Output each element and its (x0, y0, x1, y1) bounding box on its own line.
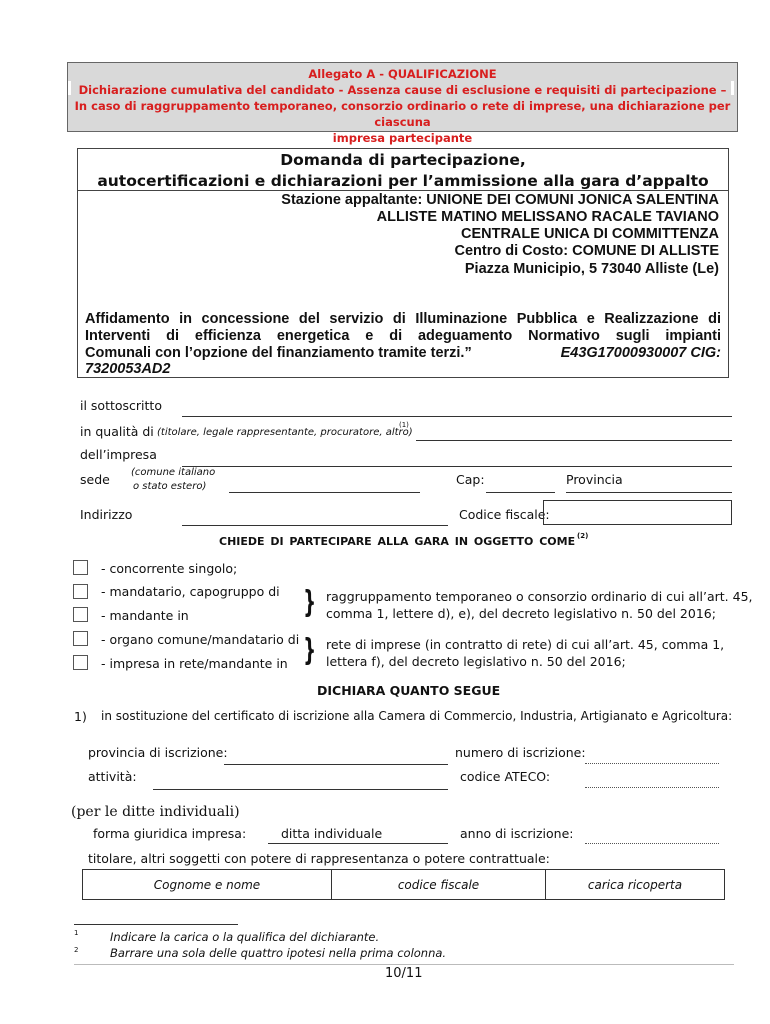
label-anno-iscrizione: anno di iscrizione: (460, 826, 574, 841)
stazione-line-5: Piazza Municipio, 5 73040 Alliste (Le) (464, 261, 719, 277)
header-line-1: Allegato A - QUALIFICAZIONE (308, 67, 497, 81)
domanda-divider (78, 190, 728, 191)
field-codice-ateco[interactable] (585, 787, 719, 788)
field-sede[interactable] (229, 492, 420, 493)
field-codice-fiscale[interactable] (543, 500, 732, 525)
label-numero-iscrizione: numero di iscrizione: (455, 745, 586, 760)
option-mandante: - mandante in (101, 608, 189, 623)
checkbox-organo-comune[interactable] (73, 631, 88, 646)
domanda-box (77, 148, 729, 378)
label-cap: Cap: (456, 472, 485, 487)
item-number-1: 1) (74, 709, 87, 724)
label-sottoscritto: il sottoscritto (80, 398, 162, 413)
column-codice-fiscale: codice fiscale (332, 870, 546, 900)
item-text-1: in sostituzione del certificato di iscrizione alla Camera di Commercio, Industria, Artigianato e Agricoltura: (101, 709, 733, 723)
header-line-2: Dichiarazione cumulativa del candidato - Assenza cause di esclusione e requisiti di partecipazione – (78, 83, 727, 97)
label-provincia: Provincia (566, 472, 623, 487)
qualita-hint: (titolare, legale rappresentante, procuratore, altro) (157, 427, 413, 438)
label-qualita: in qualità di (80, 424, 154, 439)
label-impresa: dell’impresa (80, 447, 157, 462)
field-sottoscritto[interactable] (182, 416, 732, 417)
affidamento-cig: 7320053AD2 (85, 361, 171, 377)
header-line-3: In caso di raggruppamento temporaneo, consorzio ordinario o rete di imprese, una dichiarazione per ciascuna (74, 99, 731, 129)
footnote-ref-2: (2) (577, 532, 589, 540)
page-footer-rule (74, 964, 734, 965)
label-attivita: attività: (88, 769, 137, 784)
sede-hint-2: o stato estero) (133, 481, 207, 492)
affidamento-text: Comunali con l’opzione del finanziamento tramite terzi.” (85, 345, 472, 361)
affidamento-line-2: Interventi di efficienza energetica e di adeguamento Normativo sugli impianti (85, 328, 721, 344)
rete-line-2: lettera f), del decreto legislativo n. 50 del 2016; (326, 654, 626, 669)
header-left-mark (68, 81, 71, 95)
stazione-line-2: ALLISTE MATINO MELISSANO RACALE TAVIANO (376, 209, 719, 225)
field-qualita[interactable] (416, 440, 732, 441)
footnote-text-1: Indicare la carica o la qualifica del dichiarante. (110, 930, 380, 944)
affidamento-line-1: Affidamento in concessione del servizio di Illuminazione Pubblica e Realizzazione di (85, 311, 721, 327)
checkbox-concorrente-singolo[interactable] (73, 560, 88, 575)
option-concorrente-singolo: - concorrente singolo; (101, 561, 238, 576)
checkbox-mandante[interactable] (73, 607, 88, 622)
field-impresa[interactable] (182, 466, 732, 467)
field-numero-iscrizione[interactable] (585, 763, 719, 764)
value-forma-giuridica: ditta individuale (281, 826, 383, 841)
label-forma-giuridica: forma giuridica impresa: (93, 826, 247, 841)
domanda-title-1: Domanda di partecipazione, (280, 151, 526, 169)
field-forma-giuridica[interactable] (268, 843, 448, 844)
option-organo-comune: - organo comune/mandatario di (101, 632, 300, 647)
titolare-table (82, 869, 725, 900)
label-indirizzo: Indirizzo (80, 507, 133, 522)
rete-line-1: rete di imprese (in contratto di rete) di cui all’art. 45, comma 1, (326, 637, 725, 652)
affidamento-line-3 (85, 345, 721, 361)
field-indirizzo[interactable] (182, 525, 448, 526)
checkbox-impresa-in-rete[interactable] (73, 655, 88, 670)
brace-raggruppamento: } (303, 585, 317, 620)
field-attivita[interactable] (153, 789, 448, 790)
sede-hint-1: (comune italiano (131, 467, 216, 478)
footnote-separator (74, 924, 238, 925)
raggruppamento-line-1: raggruppamento temporaneo o consorzio ordinario di cui all’art. 45, (326, 589, 753, 604)
label-sede: sede (80, 472, 110, 487)
option-mandatario: - mandatario, capogruppo di (101, 584, 280, 599)
brace-rete: } (303, 633, 317, 668)
domanda-title-2: autocertificazioni e dichiarazioni per l’ammissione alla gara d’appalto (97, 172, 709, 190)
page-number: 10/11 (385, 966, 423, 981)
field-anno-iscrizione[interactable] (585, 843, 719, 844)
field-provincia-iscrizione[interactable] (224, 764, 448, 765)
header-right-mark (731, 81, 734, 95)
table-row (83, 870, 725, 900)
option-impresa-in-rete: - impresa in rete/mandante in (101, 656, 288, 671)
chiede-heading: CHIEDE DI PARTECIPARE ALLA GARA IN OGGETTO COME (219, 535, 576, 548)
header-box (67, 62, 738, 145)
dichiara-heading: DICHIARA QUANTO SEGUE (317, 683, 501, 698)
ditte-individuali-heading: (per le ditte individuali) (71, 804, 240, 820)
checkbox-mandatario[interactable] (73, 584, 88, 599)
label-provincia-iscrizione: provincia di iscrizione: (88, 745, 228, 760)
footnote-number-2: 2 (74, 946, 79, 954)
stazione-line-3: CENTRALE UNICA DI COMMITTENZA (460, 226, 719, 242)
header-line-4: impresa partecipante (332, 131, 473, 145)
footnote-text-2: Barrare una sola delle quattro ipotesi nella prima colonna. (110, 946, 447, 960)
rete-text (326, 636, 724, 670)
footnote-ref-1: (1) (399, 421, 409, 429)
raggruppamento-text (326, 588, 753, 622)
stazione-line-4: Centro di Costo: COMUNE DI ALLISTE (454, 243, 719, 259)
affidamento-code: E43G17000930007 CIG: (560, 345, 721, 361)
label-codice-ateco: codice ATECO: (460, 769, 551, 784)
column-cognome-nome: Cognome e nome (83, 870, 332, 900)
label-titolare: titolare, altri soggetti con potere di rappresentanza o potere contrattuale: (88, 851, 550, 866)
raggruppamento-line-2: comma 1, lettere d), e), del decreto legislativo n. 50 del 2016; (326, 606, 716, 621)
column-carica: carica ricoperta (546, 870, 725, 900)
stazione-line-1: Stazione appaltante: UNIONE DEI COMUNI JONICA SALENTINA (281, 192, 719, 208)
field-provincia[interactable] (566, 492, 732, 493)
footnote-number-1: 1 (74, 929, 79, 937)
label-codice-fiscale: Codice fiscale: (459, 507, 550, 522)
field-cap[interactable] (486, 492, 555, 493)
